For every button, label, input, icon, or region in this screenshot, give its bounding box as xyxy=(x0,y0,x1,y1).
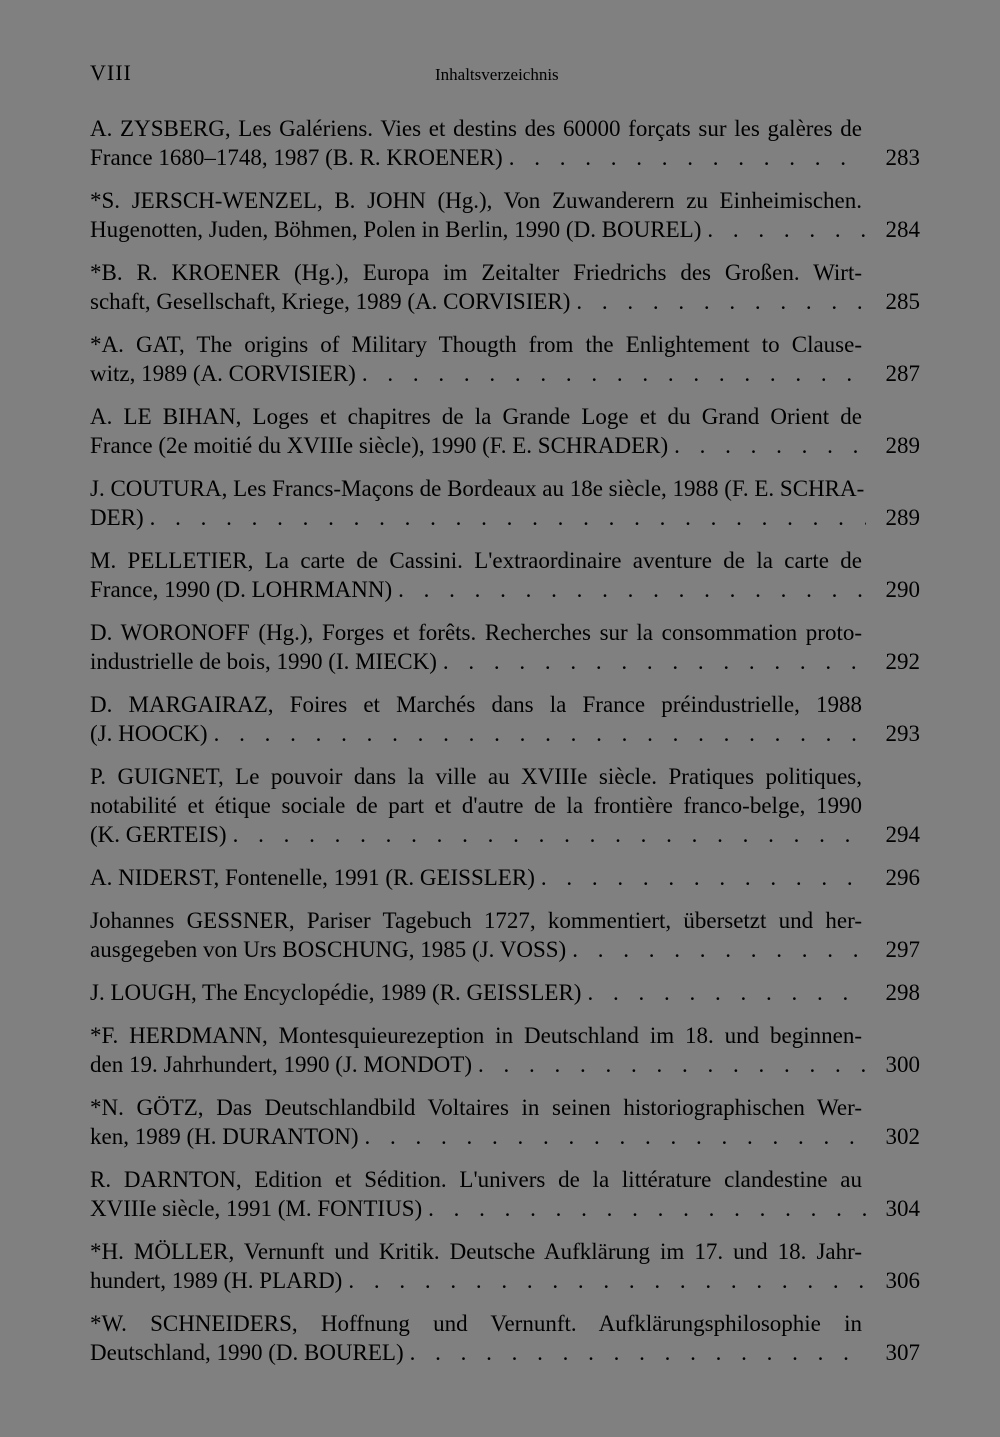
dot-leader xyxy=(587,978,866,1007)
toc-entry-final-line xyxy=(90,1266,920,1295)
toc-entry-text: Deutschland, 1990 (D. BOUREL) xyxy=(90,1340,404,1365)
dot-leader xyxy=(576,287,866,316)
toc-entry-final-line xyxy=(90,503,920,532)
toc-entry-text: (J. HOOCK) xyxy=(90,721,208,746)
toc-entry-final-line xyxy=(90,575,920,604)
toc-page-number: 306 xyxy=(885,1268,920,1293)
toc-entry-final-line xyxy=(90,719,920,748)
toc-page-number: 307 xyxy=(885,1340,920,1365)
toc-entry-line: D. WORONOFF (Hg.), Forges et forêts. Recherches sur la consommation proto- xyxy=(90,620,862,645)
toc-entry-final-line xyxy=(90,1338,920,1367)
toc-entry-text: hundert, 1989 (H. PLARD) xyxy=(90,1268,343,1293)
dot-leader xyxy=(150,503,866,532)
toc-entry-line: J. COUTURA, Les Francs-Maçons de Bordeaux au 18e siècle, 1988 (F. E. SCHRA- xyxy=(90,476,865,501)
toc-page-number: 298 xyxy=(885,980,920,1005)
toc-entry-line: *B. R. KROENER (Hg.), Europa im Zeitalter Friedrichs des Großen. Wirt- xyxy=(90,260,862,285)
dot-leader xyxy=(398,575,866,604)
toc-entry xyxy=(90,906,920,964)
toc-page-number: 283 xyxy=(885,145,920,170)
toc-entry-text: Hugenotten, Juden, Böhmen, Polen in Berlin, 1990 (D. BOUREL) xyxy=(90,217,702,242)
toc-entry-line: A. ZYSBERG, Les Galériens. Vies et destins des 60000 forçats sur les galères de xyxy=(90,116,862,141)
toc-page-number: 290 xyxy=(885,577,920,602)
toc-entry-final-line xyxy=(90,287,920,316)
toc-entry-line: *W. SCHNEIDERS, Hoffnung und Vernunft. Aufklärungsphilosophie in xyxy=(90,1311,862,1336)
toc-entry xyxy=(90,330,920,388)
toc-entry-line: P. GUIGNET, Le pouvoir dans la ville au XVIIIe siècle. Pratiques politiques, xyxy=(90,764,862,789)
toc-entry-text: (K. GERTEIS) xyxy=(90,822,227,847)
toc-page-number: 296 xyxy=(885,865,920,890)
toc-entry xyxy=(90,762,920,849)
toc-page-number: 297 xyxy=(885,937,920,962)
toc-entry-final-line xyxy=(90,863,920,892)
toc-entry xyxy=(90,1165,920,1223)
toc-page-number: 294 xyxy=(885,822,920,847)
dot-leader xyxy=(478,1050,866,1079)
page-number-roman: VIII xyxy=(90,60,132,85)
toc-entry-text: DER) xyxy=(90,505,144,530)
dot-leader xyxy=(707,215,866,244)
dot-leader xyxy=(365,1122,866,1151)
toc-entry xyxy=(90,1237,920,1295)
toc-page-number: 287 xyxy=(885,361,920,386)
toc-entry xyxy=(90,1093,920,1151)
toc-entry xyxy=(90,690,920,748)
toc-entry xyxy=(90,186,920,244)
toc-entry-line: *N. GÖTZ, Das Deutschlandbild Voltaires in seinen historiographischen Wer- xyxy=(90,1095,862,1120)
toc-page-number: 300 xyxy=(885,1052,920,1077)
toc-page-number: 289 xyxy=(885,505,920,530)
dot-leader xyxy=(233,820,866,849)
toc-entry-text: XVIIIe siècle, 1991 (M. FONTIUS) xyxy=(90,1196,423,1221)
toc-entry xyxy=(90,978,920,1007)
dot-leader xyxy=(428,1194,866,1223)
toc-entry xyxy=(90,546,920,604)
dot-leader xyxy=(443,647,866,676)
running-title: Inhaltsverzeichnis xyxy=(435,65,559,84)
toc-entry xyxy=(90,402,920,460)
dot-leader xyxy=(572,935,866,964)
toc-entry-final-line xyxy=(90,1194,920,1223)
dot-leader xyxy=(410,1338,866,1367)
dot-leader xyxy=(214,719,866,748)
dot-leader xyxy=(348,1266,866,1295)
toc-entry-line: *F. HERDMANN, Montesquieurezeption in Deutschland im 18. und beginnen- xyxy=(90,1023,862,1048)
toc-entry-text: industrielle de bois, 1990 (I. MIECK) xyxy=(90,649,437,674)
toc-entry-line: A. LE BIHAN, Loges et chapitres de la Grande Loge et du Grand Orient de xyxy=(90,404,862,429)
toc-entry-final-line xyxy=(90,647,920,676)
dot-leader xyxy=(674,431,866,460)
dot-leader xyxy=(509,143,866,172)
toc-entry-final-line xyxy=(90,1050,920,1079)
toc-entry-text: witz, 1989 (A. CORVISIER) xyxy=(90,361,356,386)
toc-entry-line: *S. JERSCH-WENZEL, B. JOHN (Hg.), Von Zuwanderern zu Einheimischen. xyxy=(90,188,862,213)
table-of-contents xyxy=(90,114,920,1381)
toc-page-number: 292 xyxy=(885,649,920,674)
toc-page-number: 289 xyxy=(885,433,920,458)
toc-entry xyxy=(90,618,920,676)
toc-entry-final-line xyxy=(90,431,920,460)
toc-entry-text: A. NIDERST, Fontenelle, 1991 (R. GEISSLER) xyxy=(90,865,535,890)
toc-entry-final-line xyxy=(90,215,920,244)
toc-entry-text: J. LOUGH, The Encyclopédie, 1989 (R. GEISSLER) xyxy=(90,980,582,1005)
toc-entry xyxy=(90,1021,920,1079)
toc-entry-line: M. PELLETIER, La carte de Cassini. L'extraordinaire aventure de la carte de xyxy=(90,548,862,573)
toc-entry-text: schaft, Gesellschaft, Kriege, 1989 (A. CORVISIER) xyxy=(90,289,571,314)
dot-leader xyxy=(541,863,866,892)
page-header xyxy=(90,60,920,92)
toc-entry-final-line xyxy=(90,978,920,1007)
toc-entry-text: France 1680–1748, 1987 (B. R. KROENER) xyxy=(90,145,503,170)
toc-entry-text: ausgegeben von Urs BOSCHUNG, 1985 (J. VOSS) xyxy=(90,937,567,962)
toc-page-number: 284 xyxy=(885,217,920,242)
toc-entry-line: *A. GAT, The origins of Military Thougth from the Enlightement to Clause- xyxy=(90,332,862,357)
toc-entry-final-line xyxy=(90,359,920,388)
toc-entry-text: den 19. Jahrhundert, 1990 (J. MONDOT) xyxy=(90,1052,472,1077)
toc-entry-line: *H. MÖLLER, Vernunft und Kritik. Deutsche Aufklärung im 17. und 18. Jahr- xyxy=(90,1239,862,1264)
toc-entry-final-line xyxy=(90,820,920,849)
toc-entry-text: France, 1990 (D. LOHRMANN) xyxy=(90,577,393,602)
toc-page-number: 285 xyxy=(885,289,920,314)
toc-entry-line: R. DARNTON, Edition et Sédition. L'univers de la littérature clandestine au xyxy=(90,1167,862,1192)
toc-entry-text: France (2e moitié du XVIIIe siècle), 1990 (F. E. SCHRADER) xyxy=(90,433,669,458)
toc-entry xyxy=(90,474,920,532)
toc-entry-line: Johannes GESSNER, Pariser Tagebuch 1727, kommentiert, übersetzt und her- xyxy=(90,908,862,933)
toc-page-number: 304 xyxy=(885,1196,920,1221)
toc-entry-text: ken, 1989 (H. DURANTON) xyxy=(90,1124,359,1149)
toc-entry xyxy=(90,258,920,316)
toc-page-number: 293 xyxy=(885,721,920,746)
toc-entry-final-line xyxy=(90,935,920,964)
toc-entry xyxy=(90,863,920,892)
toc-entry xyxy=(90,1309,920,1367)
toc-entry-final-line xyxy=(90,143,920,172)
dot-leader xyxy=(362,359,866,388)
toc-entry-final-line xyxy=(90,1122,920,1151)
toc-entry-line: D. MARGAIRAZ, Foires et Marchés dans la France préindustrielle, 1988 xyxy=(90,692,862,717)
toc-page-number: 302 xyxy=(885,1124,920,1149)
toc-entry-line: notabilité et étique sociale de part et d'autre de la frontière franco-belge, 1990 xyxy=(90,793,862,818)
toc-entry xyxy=(90,114,920,172)
